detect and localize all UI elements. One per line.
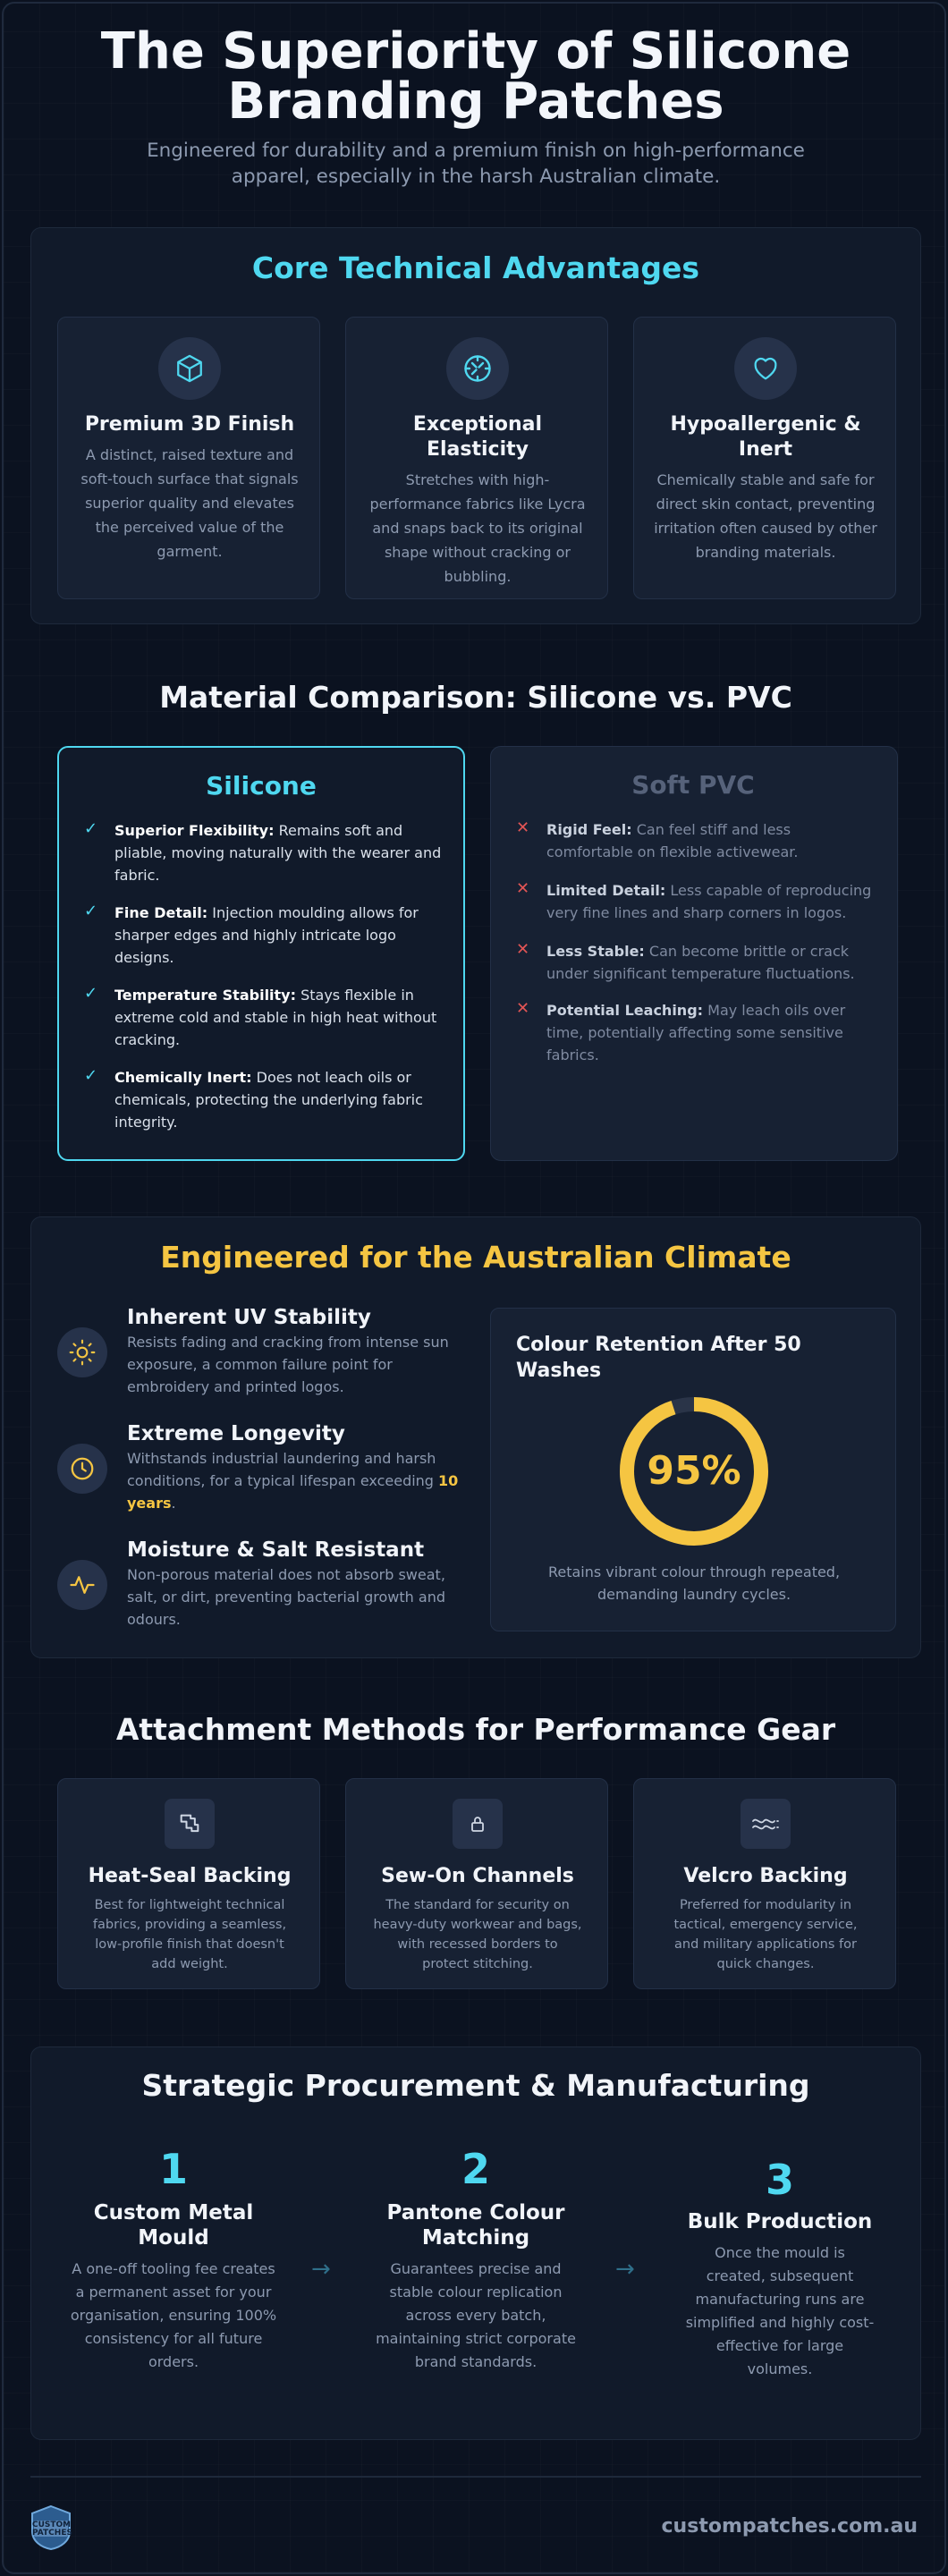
retention-caption: Retains vibrant colour through repeated, demanding laundry cycles. xyxy=(547,1563,841,1603)
attachment-card-title: Velcro Backing xyxy=(683,1865,848,1887)
climate-feature-text: Withstands industrial laundering and harsh conditions, for a typical lifespan exceeding 10 years. xyxy=(127,1450,459,1512)
logo-text: CUSTOM PATCHES xyxy=(32,2521,72,2538)
procurement-step xyxy=(368,2145,583,2374)
attachment-card-title: Sew-On Channels xyxy=(381,1865,574,1887)
arrow-icon: → xyxy=(311,2256,331,2283)
advantage-card-title: Exceptional Elasticity xyxy=(412,413,543,461)
pvc-point-text xyxy=(546,879,876,924)
climate-feature-title: Inherent UV Stability xyxy=(127,1306,371,1329)
step-text: Guarantees precise and stable colour replication across every batch, maintaining strict corporate brand standards. xyxy=(376,2260,576,2370)
pvc-card xyxy=(490,746,898,1161)
elasticity-icon xyxy=(446,337,509,400)
silicone-title: Silicone xyxy=(206,771,317,801)
pvc-point-text xyxy=(546,999,876,1066)
comparison-title: Material Comparison: Silicone vs. PVC xyxy=(159,680,792,715)
step-number: 2 xyxy=(461,2145,490,2193)
point-description: Stays flexible in extreme cold and stable in high heat without cracking. xyxy=(114,987,437,1048)
attachment-card xyxy=(345,1778,608,1989)
step-title: Bulk Production xyxy=(687,2210,873,2233)
check-icon: ✓ xyxy=(84,1066,98,1085)
velcro-icon xyxy=(741,1799,791,1849)
lifespan-highlight: 10 years xyxy=(127,1472,459,1512)
silicone-point-text xyxy=(114,902,444,969)
advantage-card xyxy=(345,317,608,599)
silicone-point-text xyxy=(114,819,444,886)
point-description: Less capable of reproducing very fine lines and sharp corners in logos. xyxy=(546,882,872,921)
point-label: Superior Flexibility: xyxy=(114,822,275,839)
point-label: Rigid Feel: xyxy=(546,821,632,838)
attachment-card-text: The standard for security on heavy-duty workwear and bags, with recessed borders to protect stitching. xyxy=(373,1898,582,1971)
footer-site-link[interactable]: custompatches.com.au xyxy=(661,2515,918,2538)
silicone-card xyxy=(57,746,465,1161)
point-description: May leach oils over time, potentially affecting some sensitive fabrics. xyxy=(546,1002,846,1063)
step-title: Pantone Colour Matching xyxy=(386,2201,565,2250)
step-title: Custom Metal Mould xyxy=(93,2201,254,2250)
procurement-step xyxy=(66,2145,281,2374)
x-icon: ✕ xyxy=(516,879,530,898)
advantage-card xyxy=(57,317,320,599)
step-text: A one-off tooling fee creates a permanent asset for your organisation, ensuring 100% consistency for all future orders. xyxy=(70,2260,277,2370)
footer-logo[interactable] xyxy=(29,2504,73,2551)
check-icon: ✓ xyxy=(84,984,98,1003)
page-frame xyxy=(2,2,946,2574)
heart-icon xyxy=(734,337,797,400)
x-icon: ✕ xyxy=(516,818,530,837)
pvc-point-text xyxy=(546,940,876,985)
check-icon: ✓ xyxy=(84,819,98,838)
procurement-title: Strategic Procurement & Manufacturing xyxy=(141,2068,810,2103)
advantage-card-text: Stretches with high-performance fabrics like Lycra and snaps back to its original shape without cracking or bubbling. xyxy=(369,471,586,585)
point-description: Can feel stiff and less comfortable on flexible activewear. xyxy=(546,821,799,860)
climate-feature-title: Extreme Longevity xyxy=(127,1422,345,1445)
check-icon: ✓ xyxy=(84,902,98,920)
climate-feature xyxy=(57,1538,451,1646)
climate-title: Engineered for the Australian Climate xyxy=(160,1240,791,1275)
step-number: 1 xyxy=(158,2145,188,2193)
heat-seal-icon xyxy=(165,1799,215,1849)
point-description: Remains soft and pliable, moving naturally with the wearer and fabric. xyxy=(114,822,442,884)
climate-feature-title: Moisture & Salt Resistant xyxy=(127,1538,425,1562)
advantage-card xyxy=(633,317,896,599)
point-description: Does not leach oils or chemicals, protecting the underlying fabric integrity. xyxy=(114,1069,423,1131)
point-label: Limited Detail: xyxy=(546,882,666,899)
pvc-point-text xyxy=(546,818,876,863)
advantage-card-text: A distinct, raised texture and soft-touch surface that signals superior quality and elevates the perceived value of the garment. xyxy=(80,446,299,560)
retention-title: Colour Retention After 50 Washes xyxy=(516,1334,801,1382)
advantage-card-title: Premium 3D Finish xyxy=(84,413,295,436)
climate-feature-text: Resists fading and cracking from intense sun exposure, a common failure point for embroidery and printed logos. xyxy=(127,1334,449,1395)
sun-icon xyxy=(57,1327,107,1377)
climate-feature-text: Non-porous material does not absorb sweat, salt, or dirt, preventing bacterial growth and odours. xyxy=(127,1566,445,1628)
footer-divider xyxy=(30,2476,921,2478)
point-description: Injection moulding allows for sharper edges and highly intricate logo designs. xyxy=(114,904,419,966)
attachment-title: Attachment Methods for Performance Gear xyxy=(115,1712,836,1747)
point-label: Less Stable: xyxy=(546,943,645,960)
attachment-card xyxy=(57,1778,320,1989)
step-text: Once the mould is created, subsequent manufacturing runs are simplified and highly cost-effective for large volumes. xyxy=(685,2244,875,2377)
advantage-card-title: Hypoallergenic & Inert xyxy=(670,413,861,461)
climate-feature xyxy=(57,1422,459,1530)
point-label: Chemically Inert: xyxy=(114,1069,252,1086)
point-label: Potential Leaching: xyxy=(546,1002,704,1019)
silicone-point-text xyxy=(114,984,444,1051)
page-title: The Superiority of Silicone Branding Patches xyxy=(100,22,851,131)
point-label: Fine Detail: xyxy=(114,904,208,921)
cube-icon xyxy=(158,337,221,400)
retention-card xyxy=(490,1308,896,1631)
attachment-card-text: Preferred for modularity in tactical, emergency service, and military applications for quick changes. xyxy=(673,1898,858,1971)
climate-feature xyxy=(57,1306,451,1413)
step-number: 3 xyxy=(765,2156,794,2204)
retention-value: 95% xyxy=(647,1448,741,1494)
attachment-card-title: Heat-Seal Backing xyxy=(88,1865,292,1887)
advantages-title: Core Technical Advantages xyxy=(251,250,700,285)
clock-icon xyxy=(57,1444,107,1494)
x-icon: ✕ xyxy=(516,940,530,959)
silicone-point-text xyxy=(114,1066,444,1133)
procurement-step xyxy=(673,2156,887,2381)
pulse-icon xyxy=(57,1560,107,1610)
point-description: Can become brittle or crack under significant temperature fluctuations. xyxy=(546,943,855,982)
page-subtitle: Engineered for durability and a premium finish on high-performance apparel, especially in the harsh Australian climate. xyxy=(147,140,805,188)
lock-icon xyxy=(453,1799,503,1849)
arrow-icon: → xyxy=(615,2256,635,2283)
attachment-card-text: Best for lightweight technical fabrics, providing a seamless, low-profile finish that doesn't add weight. xyxy=(92,1898,287,1971)
point-label: Temperature Stability: xyxy=(114,987,297,1004)
pvc-title: Soft PVC xyxy=(631,770,755,800)
attachment-card xyxy=(633,1778,896,1989)
x-icon: ✕ xyxy=(516,999,530,1018)
advantage-card-text: Chemically stable and safe for direct skin contact, preventing irritation often caused by other branding materials. xyxy=(654,471,877,561)
